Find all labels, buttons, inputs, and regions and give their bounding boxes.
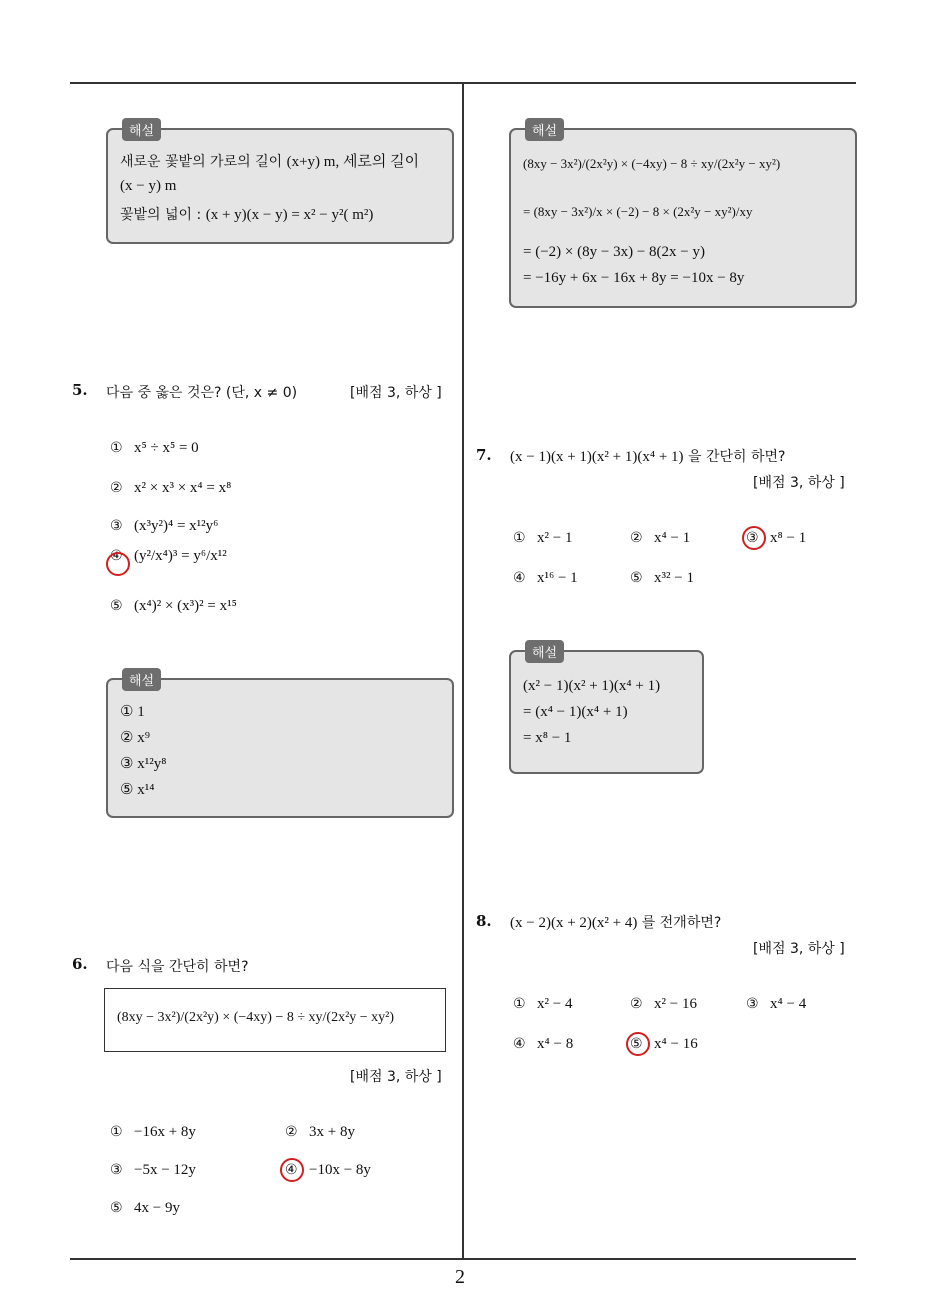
option-5[interactable]: ⑤ (x⁴)² × (x³)² = x¹⁵ — [110, 598, 237, 614]
option-3[interactable]: ③ x⁴ − 4 — [746, 996, 807, 1012]
answer-circle-mark — [280, 1158, 304, 1182]
column-divider — [462, 84, 464, 1259]
question-text: 다음 식을 간단히 하면? — [106, 959, 249, 975]
solution-box-q6 — [509, 124, 857, 308]
solution-line: ① 1 — [120, 704, 145, 720]
solution-tag: 해설 — [525, 118, 564, 141]
solution-line: = x⁸ − 1 — [523, 730, 572, 746]
option-4[interactable]: ④ x⁴ − 8 — [513, 1036, 574, 1052]
solution-line: = (−2) × (8y − 3x) − 8(2x − y) — [523, 244, 705, 260]
option-2[interactable]: ② x⁴ − 1 — [630, 530, 691, 546]
solution-tag: 해설 — [122, 668, 161, 691]
option-4[interactable]: ④ x¹⁶ − 1 — [513, 570, 578, 586]
solution-line: 새로운 꽃밭의 가로의 길이 (x+y) m, 세로의 길이 — [120, 154, 420, 170]
solution-line: ⑤ x¹⁴ — [120, 782, 155, 798]
solution-box-q7 — [509, 646, 704, 774]
answer-circle-mark — [106, 552, 130, 576]
option-4[interactable]: ④ (y²/x⁴)³ = y⁶/x¹² — [110, 548, 227, 564]
option-1[interactable]: ① x⁵ ÷ x⁵ = 0 — [110, 440, 199, 456]
solution-line: ③ x¹²y⁸ — [120, 756, 167, 772]
solution-line: (x² − 1)(x² + 1)(x⁴ + 1) — [523, 678, 661, 694]
question-points: [배점 3, 하상 ] — [350, 385, 442, 401]
question-text: 다음 중 옳은 것은? (단, x ≠ 0) — [106, 385, 298, 401]
solution-box-q4 — [106, 124, 454, 244]
solution-line: ② x⁹ — [120, 730, 150, 746]
option-1[interactable]: ① −16x + 8y — [110, 1124, 196, 1140]
option-5[interactable]: ⑤ 4x − 9y — [110, 1200, 180, 1216]
bottom-rule — [70, 1258, 856, 1260]
question-points: [배점 3, 하상 ] — [753, 941, 845, 957]
question-number: 6. — [72, 955, 88, 973]
expression-box — [104, 988, 446, 1052]
option-2[interactable]: ② x² − 16 — [630, 996, 697, 1012]
solution-line: = (x⁴ − 1)(x⁴ + 1) — [523, 704, 628, 720]
solution-line: = −16y + 6x − 16x + 8y = −10x − 8y — [523, 270, 745, 286]
expression: (8xy − 3x²)/(2x²y) × (−4xy) − 8 ÷ xy/(2x²y − xy²) — [117, 1010, 395, 1025]
question-number: 8. — [476, 912, 492, 930]
solution-line: = (8xy − 3x²)/x × (−2) − 8 × (2x²y − xy²)/xy — [523, 204, 753, 219]
option-1[interactable]: ① x² − 1 — [513, 530, 573, 546]
question-number: 5. — [72, 381, 88, 399]
question-points: [배점 3, 하상 ] — [753, 475, 845, 491]
option-3[interactable]: ③ −5x − 12y — [110, 1162, 196, 1178]
solution-line: (x − y) m — [120, 178, 177, 194]
option-5[interactable]: ⑤ x⁴ − 16 — [630, 1036, 698, 1052]
option-5[interactable]: ⑤ x³² − 1 — [630, 570, 694, 586]
solution-line: 꽃밭의 넓이 : (x + y)(x − y) = x² − y²( m²) — [120, 207, 374, 223]
option-2[interactable]: ② 3x + 8y — [285, 1124, 355, 1140]
solution-tag: 해설 — [122, 118, 161, 141]
option-3[interactable]: ③ x⁸ − 1 — [746, 530, 807, 546]
solution-tag: 해설 — [525, 640, 564, 663]
option-4[interactable]: ④ −10x − 8y — [285, 1162, 371, 1178]
answer-circle-mark — [626, 1032, 650, 1056]
solution-line: (8xy − 3x²)/(2x²y) × (−4xy) − 8 ÷ xy/(2x²y − xy²) — [523, 156, 781, 171]
option-3[interactable]: ③ (x³y²)⁴ = x¹²y⁶ — [110, 518, 219, 534]
option-1[interactable]: ① x² − 4 — [513, 996, 573, 1012]
solution-box-q5 — [106, 674, 454, 818]
question-number: 7. — [476, 446, 492, 464]
question-points: [배점 3, 하상 ] — [350, 1069, 442, 1085]
answer-circle-mark — [742, 526, 766, 550]
option-2[interactable]: ② x² × x³ × x⁴ = x⁸ — [110, 480, 232, 496]
question-text: (x − 1)(x + 1)(x² + 1)(x⁴ + 1) 을 간단히 하면? — [510, 449, 786, 465]
page-number: 2 — [455, 1266, 465, 1288]
question-text: (x − 2)(x + 2)(x² + 4) 를 전개하면? — [510, 915, 722, 931]
